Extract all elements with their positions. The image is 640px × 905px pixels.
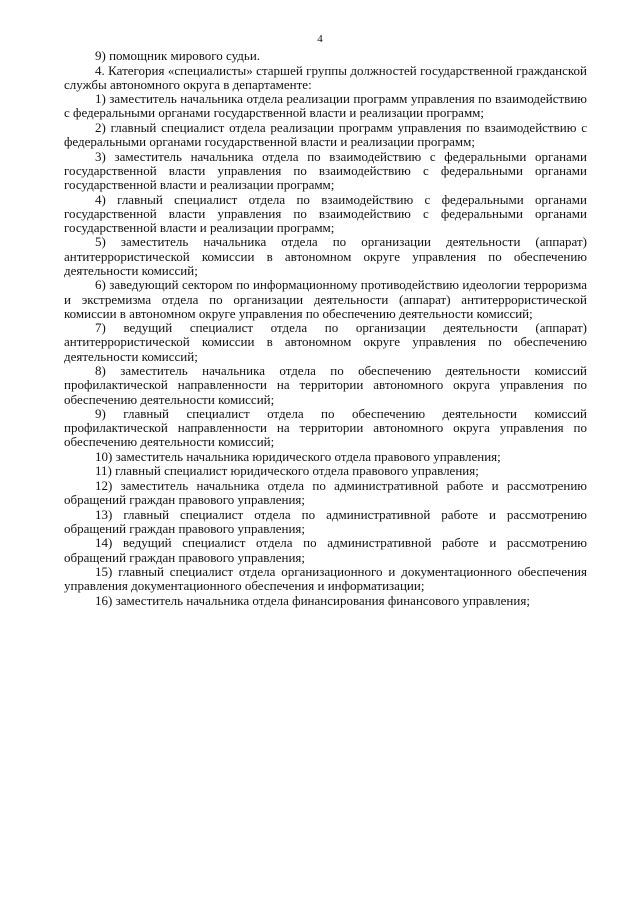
- paragraph: 13) главный специалист отдела по административной работе и рассмотрению обращений граждан правового управления;: [64, 506, 587, 536]
- paragraph: 4) главный специалист отдела по взаимодействию с федеральными органами государственной власти управления по взаимодействию с федеральными органами государственной власти и реализации программ;: [64, 191, 587, 235]
- paragraph: 9) главный специалист отдела по обеспечению деятельности комиссий профилактической направленности на территории автономного округа управления по обеспечению деятельности комиссий;: [64, 406, 587, 450]
- page-number: 4: [317, 33, 323, 45]
- paragraph: 1) заместитель начальника отдела реализации программ управления по взаимодействию с федеральными органами государственной власти и реализации программ;: [64, 91, 587, 121]
- document-body: [64, 49, 587, 608]
- paragraph: 7) ведущий специалист отдела по организации деятельности (аппарат) антитеррористической комиссии в автономном округе управления по обеспечению деятельности комиссий;: [64, 320, 587, 364]
- paragraph: 9) помощник мирового судьи.: [95, 48, 261, 63]
- paragraph: 4. Категория «специалисты» старшей группы должностей государственной гражданской службы автономного округа в департаменте:: [64, 62, 587, 92]
- paragraph: 5) заместитель начальника отдела по организации деятельности (аппарат) антитеррористической комиссии в автономном округе управления по обеспечению деятельности комиссий;: [64, 234, 587, 278]
- paragraph: 6) заведующий сектором по информационному противодействию идеологии терроризма и экстремизма отдела по организации деятельности (аппарат) антитеррористической комиссии в автономном округе управления по обеспечению деятельности комиссий;: [64, 277, 587, 321]
- paragraph: 10) заместитель начальника юридического отдела правового управления;: [95, 448, 501, 464]
- paragraph: 12) заместитель начальника отдела по административной работе и рассмотрению обращений граждан правового управления;: [64, 477, 587, 508]
- paragraph: 14) ведущий специалист отдела по административной работе и рассмотрению обращений граждан правового управления;: [64, 535, 587, 565]
- paragraph: 8) заместитель начальника отдела по обеспечению деятельности комиссий профилактической направленности на территории автономного округа управления по обеспечению деятельности комиссий;: [64, 363, 587, 407]
- paragraph: 3) заместитель начальника отдела по взаимодействию с федеральными органами государственной власти управления по взаимодействию с федеральными органами государственной власти и реализации программ;: [64, 148, 587, 193]
- paragraph: 15) главный специалист отдела организационного и документационного обеспечения управления документационного обеспечения и информатизации;: [64, 564, 587, 594]
- paragraph: 2) главный специалист отдела реализации программ управления по взаимодействию с федеральными органами государственной власти и реализации программ;: [64, 119, 587, 150]
- paragraph: 11) главный специалист юридического отдела правового управления;: [95, 463, 479, 479]
- paragraph: 16) заместитель начальника отдела финансирования финансового управления;: [95, 592, 530, 608]
